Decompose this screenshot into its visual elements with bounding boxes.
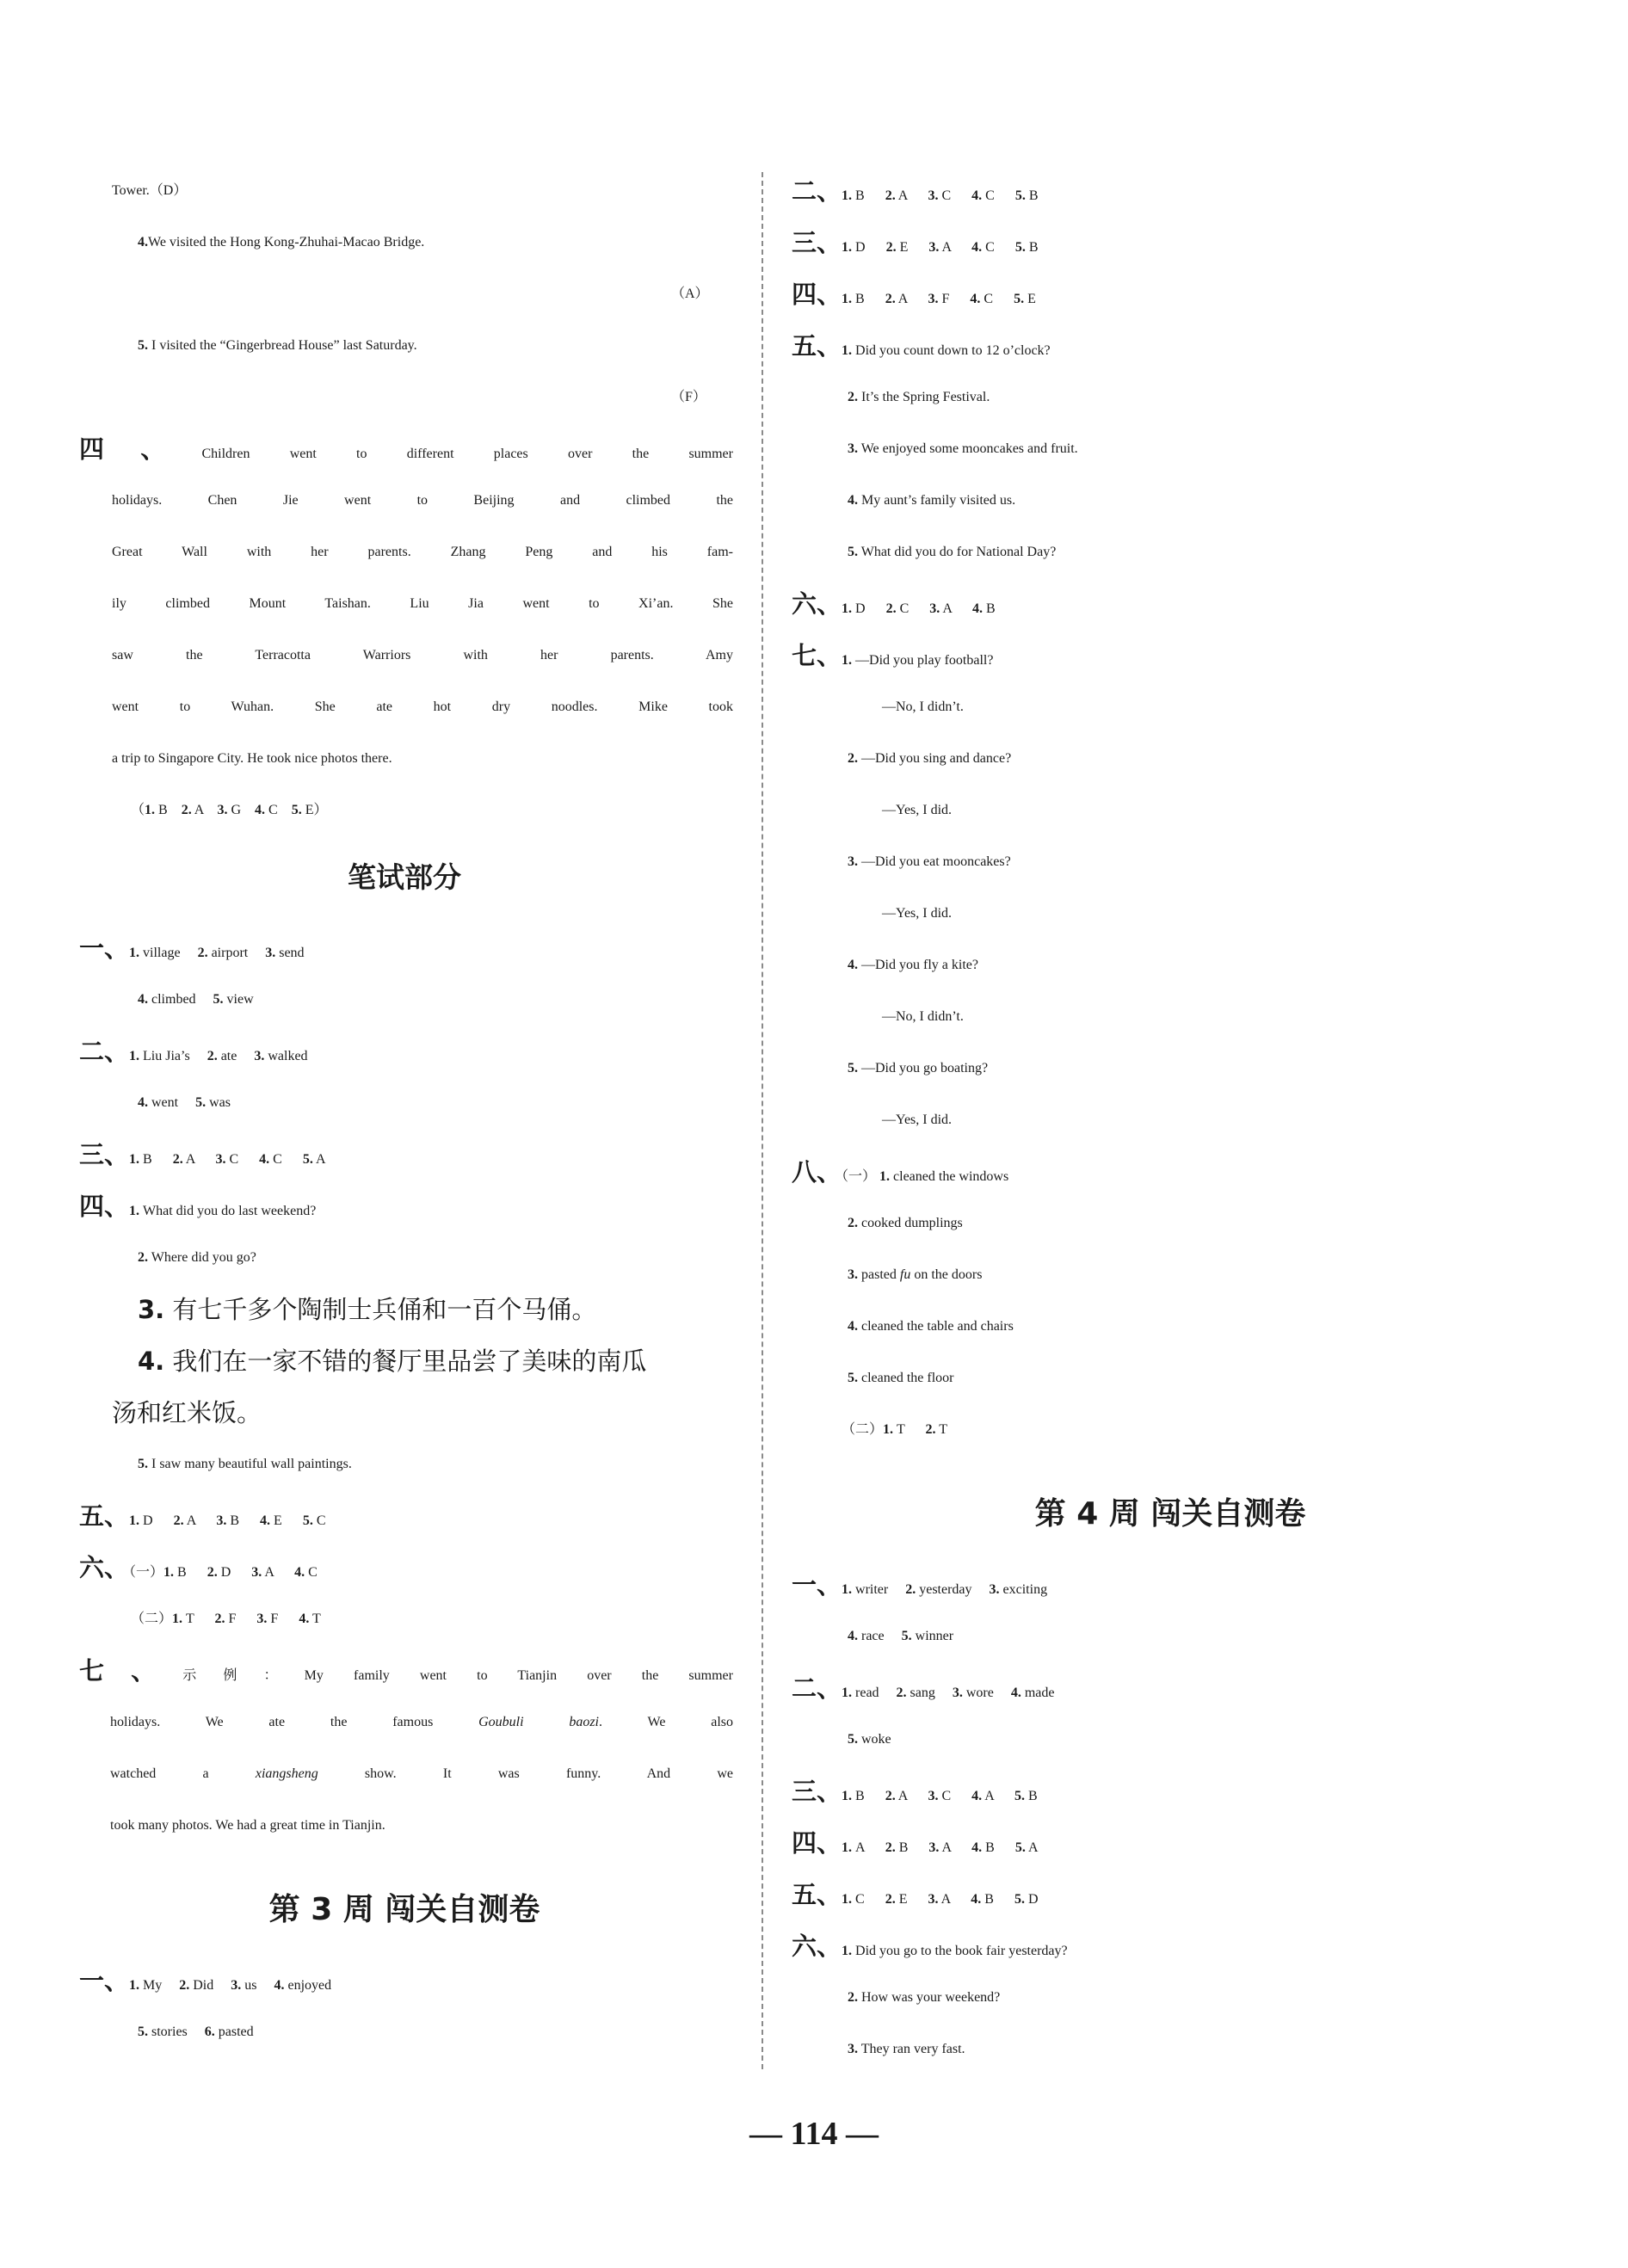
answer-text: —No, I didn’t.: [882, 700, 964, 714]
answer-text: We visited the Hong Kong-Zhuhai-Macao Bridge.: [148, 235, 425, 250]
answer-text: 3. They ran very fast.: [848, 2042, 965, 2056]
answer-text: 4. 我们在一家不错的餐厅里品尝了美味的南瓜: [138, 1347, 647, 1376]
answer-line: [110, 1757, 733, 1791]
question-label: 五、: [792, 331, 842, 361]
answer-line: [138, 329, 417, 363]
answer-text: 1. A 2. B 3. A 4. B 5. A: [842, 1840, 1039, 1855]
question-label: 四、: [792, 280, 842, 309]
answer-text: holidays. We ate the famous Goubuli baozi. We also: [110, 1715, 733, 1729]
answer-text: 5. stories 6. pasted: [138, 2025, 254, 2039]
answer-text: 1. B 2. A 3. F 4. C 5. E: [842, 292, 1036, 306]
answer-line: [671, 380, 706, 415]
answer-line: [848, 742, 1011, 776]
answer-text: 4. race 5. winner: [848, 1629, 954, 1643]
answer-text: 1. Liu Jia’s 2. ate 3. walked: [129, 1049, 308, 1063]
answer-text: 5. woke: [848, 1732, 891, 1747]
answer-text: —Yes, I did.: [882, 906, 953, 921]
answer-line: [131, 793, 328, 828]
answer-text: 5. cleaned the floor: [848, 1371, 954, 1385]
answer-text: 1. B 2. A 3. C 4. C 5. A: [129, 1152, 326, 1167]
answer-line: [138, 1447, 352, 1482]
question-label: 五、: [792, 1880, 842, 1909]
answer-line: [112, 690, 733, 724]
page-number: — 114 —: [749, 2116, 879, 2152]
answer-text: 1. My 2. Did 3. us 4. enjoyed: [129, 1978, 332, 1993]
item-number: 4.: [138, 235, 148, 250]
answer-text: 3. 有七千多个陶制士兵俑和一百个马俑。: [138, 1295, 597, 1324]
answer-text: Tower.（D）: [112, 183, 188, 198]
answer-line: [848, 1051, 988, 1086]
answer-text: 4. —Did you fly a kite?: [848, 958, 978, 972]
answer-line: [112, 174, 187, 208]
answer-text: saw the Terracotta Warriors with her parents. Amy: [112, 648, 733, 663]
question-label: 二、: [792, 1673, 842, 1703]
answer-text: Children went to different places over the summer: [201, 447, 733, 461]
question-label: 一、: [79, 934, 130, 963]
answer-line: [131, 1602, 321, 1636]
answer-text: took many photos. We had a great time in Tianjin.: [110, 1818, 385, 1833]
answer-line: [79, 1654, 733, 1688]
answer-line: [138, 983, 254, 1017]
answer-text: 5. What did you do for National Day?: [848, 545, 1057, 559]
answer-text: a trip to Singapore City. He took nice photos there.: [112, 751, 392, 766]
answer-text: 4. My aunt’s family visited us.: [848, 493, 1016, 508]
answer-line: [882, 1103, 952, 1137]
answer-text: 1. D 2. C 3. A 4. B: [842, 601, 996, 616]
answer-line: [112, 638, 733, 673]
answer-line: [848, 1361, 954, 1396]
question-label: 二、: [79, 1037, 130, 1066]
answer-line: [79, 1189, 316, 1223]
answer-text: —Yes, I did.: [882, 803, 953, 817]
answer-text: 1. C 2. E 3. A 4. B 5. D: [842, 1892, 1039, 1907]
answer-line: [79, 931, 305, 965]
answer-line: [138, 225, 424, 260]
answer-text: 2. Where did you go?: [138, 1250, 256, 1265]
answer-text: （1. B 2. A 3. G 4. C 5. E）: [131, 803, 328, 817]
answer-line: [792, 1774, 1038, 1809]
answer-text: 1. —Did you play football?: [842, 653, 994, 668]
answer-line: [112, 535, 733, 570]
answer-text: 1. B 2. A 3. C 4. A 5. B: [842, 1789, 1038, 1803]
answer-line: [848, 2032, 965, 2067]
question-label: 二、: [792, 176, 842, 206]
answer-text: 2. cooked dumplings: [848, 1216, 963, 1230]
answer-text: Great Wall with her parents. Zhang Peng and his fam-: [112, 545, 733, 559]
answer-text: watched a xiangsheng show. It was funny. And we: [110, 1766, 733, 1781]
answer-line: [848, 1310, 1014, 1344]
answer-text: 4. went 5. was: [138, 1095, 231, 1110]
answer-line: [792, 277, 1036, 311]
answer-line: [848, 845, 1011, 879]
answer-line: [79, 1034, 308, 1069]
question-label: 六、: [792, 1932, 842, 1961]
answer-line: [792, 1671, 1055, 1705]
answer-line: [792, 329, 1051, 363]
answer-line: [79, 432, 733, 466]
answer-text: （A）: [671, 287, 709, 301]
answer-line: [138, 2015, 254, 2049]
answer-line: [792, 1826, 1039, 1860]
answer-line: [792, 1568, 1047, 1602]
answer-line: [848, 1258, 982, 1292]
answer-line: [842, 1413, 947, 1447]
column-divider: [762, 172, 763, 2069]
answer-line: [671, 277, 709, 311]
answer-text: 汤和红米饭。: [112, 1398, 262, 1427]
answer-text: （一） 1. cleaned the windows: [842, 1169, 1009, 1184]
answer-line: [110, 1705, 733, 1740]
answer-text: 1. What did you do last weekend?: [129, 1204, 317, 1218]
answer-text: （二）1. T 2. F 3. F 4. T: [131, 1612, 321, 1626]
answer-text: 1. village 2. airport 3. send: [129, 946, 305, 960]
answer-text: 1. writer 2. yesterday 3. exciting: [842, 1582, 1048, 1597]
answer-line: [79, 1963, 331, 1998]
answer-line: [79, 1550, 318, 1585]
answer-text: 3. pasted fu on the doors: [848, 1267, 983, 1282]
section-heading-week3: 第 3 周 闯关自测卷: [268, 1892, 540, 1927]
answer-text: 1. D 2. E 3. A 4. C 5. B: [842, 240, 1039, 255]
question-label: 八、: [792, 1157, 842, 1186]
answer-text: ily climbed Mount Taishan. Liu Jia went to Xi’an. She: [112, 596, 733, 611]
answer-line: [848, 535, 1056, 570]
answer-line: [112, 1396, 262, 1430]
answer-text: 5. —Did you go boating?: [848, 1061, 989, 1075]
answer-line: [138, 1086, 231, 1120]
answer-line: [792, 638, 993, 673]
answer-line: [848, 484, 1015, 518]
answer-line: [882, 1000, 964, 1034]
answer-text: 3. —Did you eat mooncakes?: [848, 854, 1011, 869]
answer-line: [882, 690, 964, 724]
answer-text: —Yes, I did.: [882, 1112, 953, 1127]
question-label: 三、: [792, 1777, 842, 1806]
answer-text: 2. —Did you sing and dance?: [848, 751, 1012, 766]
answer-text: 1. Did you count down to 12 o’clock?: [842, 343, 1051, 358]
answer-text: 3. We enjoyed some mooncakes and fruit.: [848, 441, 1078, 456]
answer-line: [882, 793, 952, 828]
answer-line: [848, 380, 990, 415]
answer-text: 1. D 2. A 3. B 4. E 5. C: [129, 1513, 326, 1528]
answer-line: [110, 1809, 385, 1843]
answer-line: [112, 484, 733, 518]
answer-line: [848, 432, 1078, 466]
question-label: 六、: [79, 1553, 130, 1582]
answer-text: 2. How was your weekend?: [848, 1990, 1001, 2005]
answer-line: [79, 1137, 326, 1172]
answer-text: 2. It’s the Spring Festival.: [848, 390, 990, 404]
answer-text: 5. I saw many beautiful wall paintings.: [138, 1457, 352, 1471]
question-label: 四、: [79, 434, 202, 464]
answer-line: [138, 1241, 256, 1275]
answer-line: [792, 225, 1039, 260]
answer-text: went to Wuhan. She ate hot dry noodles. Mike took: [112, 700, 733, 714]
answer-line: [138, 1292, 596, 1327]
section-heading-week4: 第 4 周 闯关自测卷: [1034, 1496, 1306, 1532]
answer-line: [792, 1877, 1039, 1912]
answer-text: （F）: [671, 390, 706, 404]
answer-line: [848, 1981, 1000, 2015]
answer-line: [792, 587, 996, 621]
answer-text: 1. Did you go to the book fair yesterday?: [842, 1944, 1068, 1958]
answer-text: 1. read 2. sang 3. wore 4. made: [842, 1686, 1055, 1700]
answer-line: [112, 587, 733, 621]
answer-text: —No, I didn’t.: [882, 1009, 964, 1024]
answer-line: [882, 897, 952, 931]
question-label: 一、: [792, 1570, 842, 1599]
question-label: 三、: [792, 228, 842, 257]
answer-text: 示例：My family went to Tianjin over the summer: [182, 1668, 733, 1683]
answer-line: [138, 1344, 646, 1378]
answer-text: （二）1. T 2. T: [842, 1422, 947, 1437]
answer-line: [848, 1619, 953, 1654]
question-label: 七、: [792, 641, 842, 670]
answer-line: [792, 1155, 1008, 1189]
answer-line: [848, 1723, 891, 1757]
answer-line: [112, 742, 392, 776]
question-label: 四、: [79, 1192, 130, 1221]
question-label: 七、: [79, 1656, 183, 1686]
question-label: 五、: [79, 1501, 130, 1531]
answer-text: holidays. Chen Jie went to Beijing and climbed the: [112, 493, 733, 508]
answer-text: I visited the “Gingerbread House” last Saturday.: [148, 338, 417, 353]
answer-text: 4. climbed 5. view: [138, 992, 254, 1007]
section-heading-written: 笔试部分: [348, 860, 461, 894]
answer-text: （一）1. B 2. D 3. A 4. C: [129, 1565, 318, 1580]
answer-text: 4. cleaned the table and chairs: [848, 1319, 1014, 1334]
answer-text: 1. B 2. A 3. C 4. C 5. B: [842, 188, 1039, 203]
answer-line: [792, 174, 1039, 208]
item-number: 5.: [138, 338, 148, 353]
answer-line: [792, 1929, 1068, 1963]
answer-line: [79, 1499, 326, 1533]
answer-line: [848, 948, 978, 983]
question-label: 四、: [792, 1828, 842, 1858]
answer-line: [848, 1206, 963, 1241]
question-label: 一、: [79, 1966, 130, 1995]
question-label: 六、: [792, 589, 842, 619]
question-label: 三、: [79, 1140, 130, 1169]
